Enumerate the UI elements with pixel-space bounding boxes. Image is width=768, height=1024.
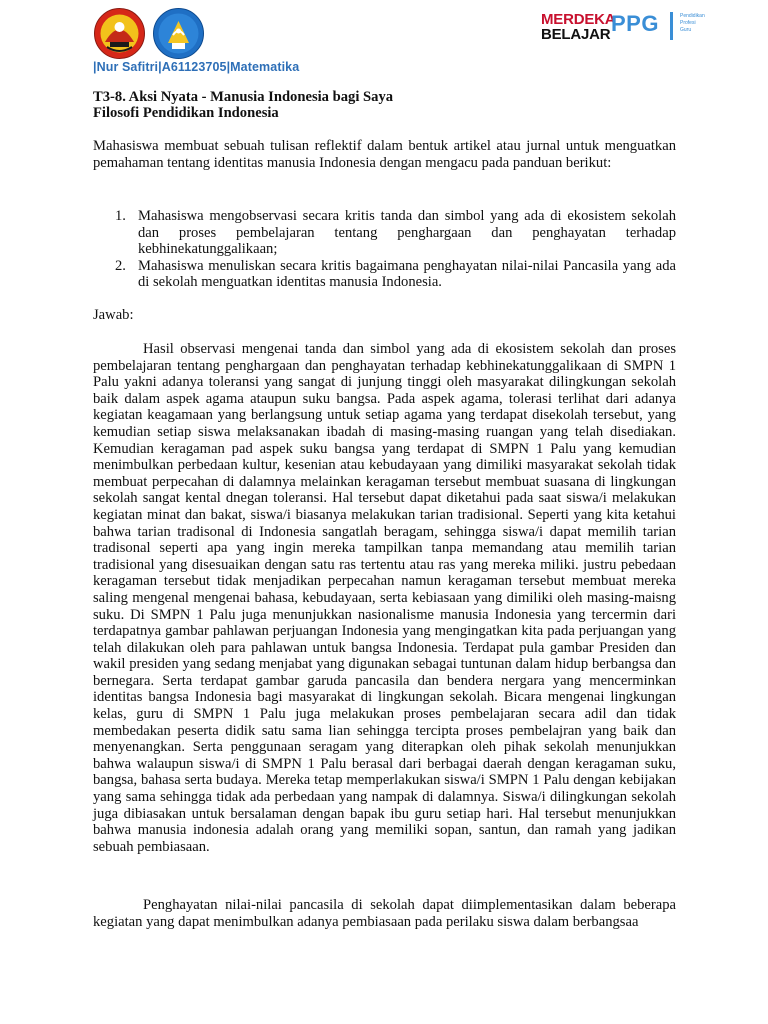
list-number: 1.: [115, 208, 126, 224]
ppg-subtitle: [680, 13, 720, 34]
intro-paragraph: Mahasiswa membuat sebuah tulisan reflektif dalam bentuk artikel atau jurnal untuk menguatkan pemahaman tentang identitas manusia Indonesia dengan mengacu pada panduan berikut:: [93, 138, 676, 171]
title-line-1: T3-8. Aksi Nyata - Manusia Indonesia bagi Saya: [93, 89, 394, 105]
document-title: [93, 89, 393, 121]
tut-wuri-handayani-logo-icon: [152, 7, 205, 60]
ppg-sub-line: Pendidikan: [680, 13, 705, 19]
ppg-logo: PPG: [611, 11, 659, 36]
title-line-2: Filosofi Pendidikan Indonesia: [93, 105, 279, 121]
ppg-sub-line: Guru: [680, 27, 692, 33]
merdeka-belajar-logo: [541, 11, 616, 43]
ppg-sub-line: Profesi: [680, 20, 696, 26]
university-logo-icon: [93, 7, 146, 60]
answer-paragraph-1: Hasil observasi mengenai tanda dan simbol yang ada di ekosistem sekolah dan proses pembelajaran tentang penghargaan dan penghayatan terhadap kebhinekatunggalikaan di SMPN 1 Palu yakni adanya toleransi yang sangat di junjung tinggi oleh masyarakat dilingkungan sekolah baik dalam aspek agama ataupun suku bangsa. Pada aspek agama, tolerasi terlihat dari adanya kegiatan keagamaan yang berlangsung untuk setiap agama yang terdapat disekolah tersebut, yang kemudian setiap siswa melaksanakan ibadah di masing-masing ruangan yang telah disediakan. Kemudian keragaman pad aspek suku bangsa yang terdapat di SMPN 1 Palu yang kemudian menimbulkan perbedaan kultur, kesenian atau kebudayaan yang dimiliki masyarakat sekolah tidak membuat perpecahan di dalamnya melainkan keragaman tersebut membuat suasana di lingkungan sekolah sangat kental dnegan toleransi. Hal tersebut dapat diketahui pada saat siswa/i melakukan kegiatan minat dan bakat, siswa/i biasanya melakukan tarian tradisional. Seperti yang kita ketahui bahwa tarian tradisonal di Indonesia sangatlah beragam, sehingga siswa/i dapat memilih tarian tradisonal seperti apa yang ingin mereka tampilkan tanpa memandang atau memilih tarian tradisional yang disesuaikan dengan satu ras tertentu atau ras yang mereka miliki. justru pebedaan keragaman tersebut tidak menjadikan perpecahan namun keragaman tersebut membuat mereka saling mengenal mengenai bahasa, kebudayaan, serta kebiasaan yang dimiliki oleh masing-maisng suku. Di SMPN 1 Palu juga menunjukkan nasionalisme manusia Indonesia yang tercermin dari terdapatnya gambar pahlawan perjuangan Indonesia yang mengingatkan kita pada perjuangan yang telah dilakukan oleh para pahlawan untuk bangsa Indonesia. Terdapat pula gambar Presiden dan wakil presiden yang sedang menjabat yang digunakan sebagai tuntunan dalam hidup berbangsa dan bernegara. Serta terdapat gambar garuda pancasila dan bendera nergara yang mencerminkan identitas bangsa Indonesia bagi masyarakat di lingkungan sekolah. Bicara mengenai lingkungan kelas, guru di SMPN 1 Palu juga melakukan proses pembelajaran secara adil dan tidak membedakan peserta didik satu sama lian sehingga tercipta proses pembelajran yang baik dan menyenangkan. Serta penggunaan seragam yang diterapkan oleh pihak sekolah menunjukkan bahwa walaupun siswa/i di SMPN 1 Palu berasal dari berbagai daerah dengan keragaman suku, bangsa, bahasa serta budaya. Mereka tetap memperlakukan siswa/i SMPN 1 Palu dengan kebijakan yang sama sehingga tidak ada perbedaan yang nampak di dalamnya. Siswa/i dilingkungan sekolah juga dibiasakan untuk bersalaman dengan bapak ibu guru setiap hari. Hal tersebut menunjukkan bahwa manusia indonesia adalah orang yang memiliki sopan, santun, dan ramah yang jadikan sebuah pembiasaan.: [93, 341, 676, 855]
belajar-text: BELAJAR: [541, 26, 611, 43]
instruction-list: [93, 208, 676, 291]
answer-paragraph-2: Penghayatan nilai-nilai pancasila di sekolah dapat diimplementasikan dalam beberapa kegiatan yang dapat menimbulkan adanya pembiasaan pada perilaku siswa dalam berbangsaa: [93, 897, 676, 930]
header-logos: [93, 7, 205, 60]
ppg-divider: [670, 12, 673, 40]
list-number: 2.: [115, 257, 126, 274]
student-identity: |Nur Safitri|A61123705|Matematika: [93, 60, 300, 74]
list-item-text: Mahasiswa menuliskan secara kritis bagaimana penghayatan nilai-nilai Pancasila yang ada di sekolah menguatkan identitas manusia Indonesia.: [138, 257, 676, 291]
merdeka-text: MERDEKA: [541, 11, 616, 28]
answer-label: Jawab:: [93, 307, 134, 323]
list-item: [93, 208, 676, 258]
list-item: [93, 258, 676, 291]
list-item-text: Mahasiswa mengobservasi secara kritis tanda dan simbol yang ada di ekosistem sekolah dan proses pembelajaran tentang penghargaan dan penghayatan terhadap kebhinekatunggalikaan;: [138, 208, 676, 258]
